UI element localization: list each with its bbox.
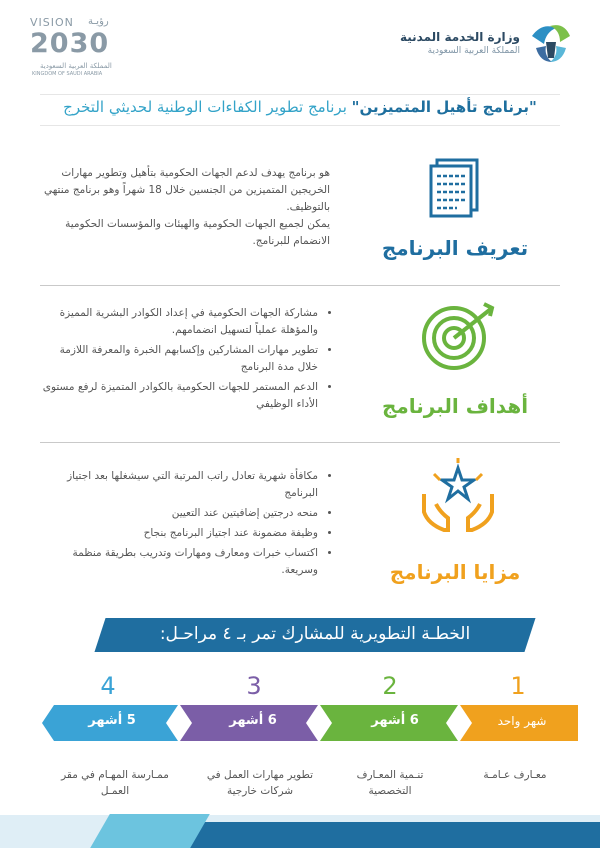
stage-number: 1: [510, 672, 526, 700]
benefit-item: • مكافأة شهرية تعادل راتب المرتبة التي سيشغلها بعد اجتياز البرنامج: [40, 468, 318, 502]
stage-number: 2: [382, 672, 398, 700]
stage-number: 3: [246, 672, 262, 700]
ministry-logo: [399, 18, 576, 66]
section-divider: [40, 442, 560, 443]
benefit-item: • منحه درجتين إضافيتين عند التعيين: [40, 505, 318, 522]
footer-band-dark: [150, 822, 600, 848]
ministry-name: وزارة الخدمة المدنية: [399, 30, 520, 44]
footer-band-accent: [90, 814, 210, 848]
stage-label: تطوير مهارات العمل في شركات خارجية: [206, 769, 314, 797]
vision-year: 2030: [30, 28, 110, 59]
vision-kingdom-en: KINGDOM OF SAUDI ARABIA: [32, 71, 103, 77]
program-desc: برنامج تطوير الكفاءات الوطنية لحديثي التخرج: [63, 98, 347, 116]
stage-label: ممـارسة المهـام في مقر العمـل: [61, 769, 169, 797]
goal-item: • تطوير مهارات المشاركين وإكسابهم الخبرة والمعرفة اللازمة خلال مدة البرنامج: [40, 342, 318, 376]
goal-item: • مشاركة الجهات الحكومية في إعداد الكوادر البشرية المميزة والمؤهلة عملياً لتسهيل انضمامهم.: [40, 305, 318, 339]
benefit-item: • اكتساب خبرات ومعارف ومهارات وتدريب بطريقة منظمة وسريعة.: [40, 545, 318, 579]
section-divider: [40, 285, 560, 286]
definition-paragraph: يمكن لجميع الجهات الحكومية والهيئات والمؤسسات الحكومية الانضمام للبرنامج.: [65, 218, 330, 247]
ministry-sub: المملكة العربية السعودية: [427, 46, 520, 56]
benefits-heading: مزايا البرنامج: [389, 560, 521, 584]
benefit-item: • وظيفة مضمونة عند اجتياز البرنامج بنجاح: [40, 525, 318, 542]
stage-duration: 6 أشهر: [371, 713, 419, 728]
stage-duration: شهر واحد: [497, 714, 547, 728]
definition-heading: تعريف البرنامج: [381, 236, 529, 260]
stage-label: معـارف عـامـة: [483, 769, 547, 781]
stage-number: 4: [100, 672, 116, 700]
target-icon: [420, 300, 500, 372]
goals-heading: أهداف البرنامج: [381, 394, 529, 418]
program-name: "برنامج تأهيل المتميزين": [351, 98, 537, 116]
benefits-text: [40, 468, 330, 582]
plan-banner-text: الخطـة التطويرية للمشارك تمر بـ ٤ مراحـل:: [159, 624, 471, 644]
stage-duration: 6 أشهر: [229, 713, 277, 728]
vision-kingdom-ar: المملكة العربية السعودية: [40, 62, 112, 70]
vision-2030-logo: [30, 14, 120, 77]
ministry-emblem-icon: [526, 18, 576, 68]
definition-paragraph: هو برنامج يهدف لدعم الجهات الحكومية بتأهيل وتطوير مهارات الخريجين المتميزين من الجنسين خلال 18 شهراً وهو برنامج منتهي بالتوظيف.: [43, 167, 330, 213]
vision-arabic: رؤيـة: [88, 16, 109, 27]
document-icon: [425, 158, 485, 220]
definition-text: [40, 165, 330, 250]
vision-word: VISION: [30, 16, 74, 29]
stage-duration: 5 أشهر: [88, 713, 136, 728]
hands-star-icon: [418, 458, 498, 538]
stage-label: تنـمية المعـارف التخصصية: [356, 769, 424, 797]
goals-text: [40, 305, 330, 416]
goal-item: • الدعم المستمر للجهات الحكومية بالكوادر المتميزة لرفع مستوى الأداء الوظيفي: [40, 379, 318, 413]
page-title: [40, 98, 560, 116]
